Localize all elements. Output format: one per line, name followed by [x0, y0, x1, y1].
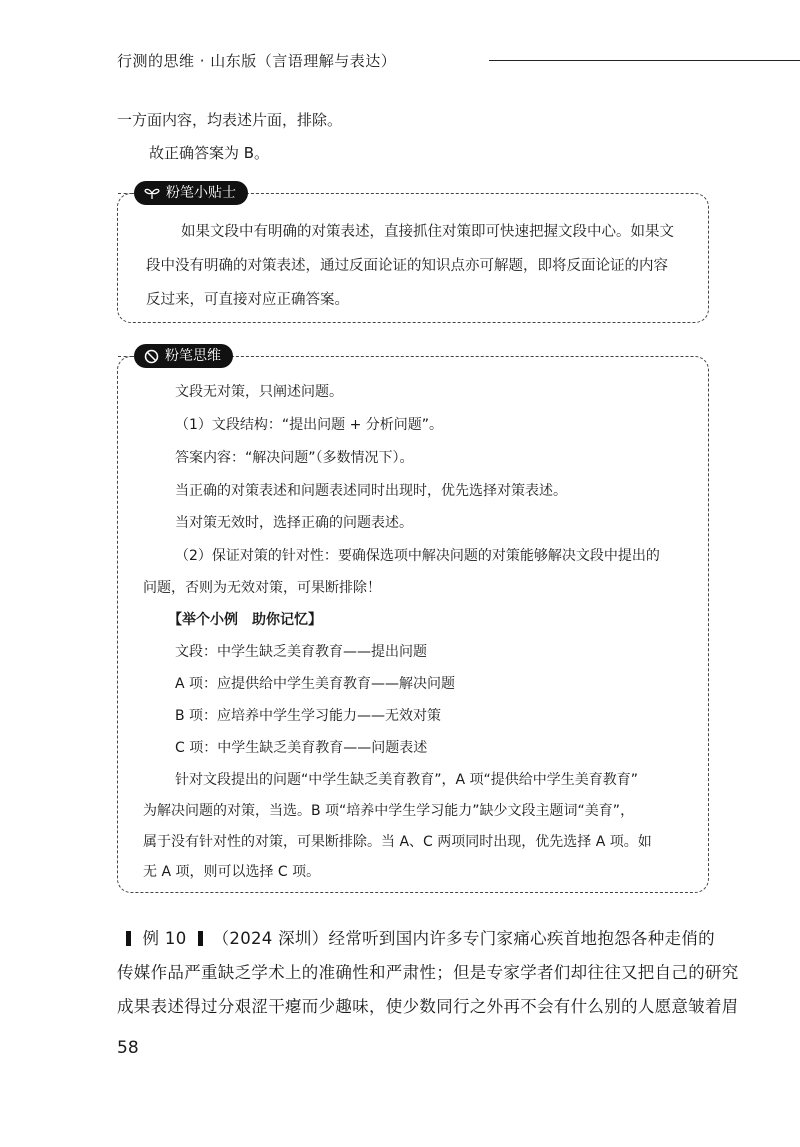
example-line: 成果表述得过分艰涩干瘪而少趣味，使少数同行之外再不会有什么别的人愿意皱着眉 — [117, 997, 739, 1016]
header-title: 行测的思维 · 山东版（言语理解与表达） — [117, 52, 397, 70]
tip-line: 反过来，可直接对应正确答案。 — [146, 292, 349, 308]
no-entry-icon — [144, 349, 159, 364]
thinking-label-text: 粉笔思维 — [165, 348, 221, 364]
thinking-line: 文段无对策，只阐述问题。 — [175, 384, 343, 400]
thinking-line: 属于没有针对性的对策，可果断排除。当 A、C 两项同时出现，优先选择 A 项。如 — [143, 834, 652, 850]
thinking-box-label — [134, 344, 233, 368]
example-marker-right — [198, 931, 203, 946]
thinking-line: 当正确的对策表述和问题表述同时出现时，优先选择对策表述。 — [175, 483, 567, 499]
example-label: 例 10 — [142, 929, 187, 948]
thinking-line: A 项：应提供给中学生美育教育——解决问题 — [175, 676, 456, 692]
example-marker-left — [126, 931, 131, 946]
header-rule — [489, 60, 800, 61]
running-header — [117, 44, 717, 72]
page-number: 58 — [117, 1038, 139, 1058]
tip-line: 如果文段中有明确的对策表述，直接抓住对策即可快速把握文段中心。如果文 — [181, 224, 674, 240]
thinking-line: 针对文段提出的问题“中学生缺乏美育教育”，A 项“提供给中学生美育教育” — [175, 772, 639, 788]
thinking-line: C 项：中学生缺乏美育教育——问题表述 — [175, 740, 428, 756]
continuation-line-1: 一方面内容，均表述片面，排除。 — [117, 111, 343, 129]
thinking-line: 文段：中学生缺乏美育教育——提出问题 — [175, 644, 427, 660]
thinking-line: （1）文段结构：“提出问题 + 分析问题”。 — [175, 417, 444, 433]
thinking-line: 问题，否则为无效对策，可果断排除！ — [143, 580, 381, 596]
example-heading: 【举个小例 助你记忆】 — [168, 612, 322, 628]
example-line: （2024 深圳）经常听到国内许多专门家痛心疾首地抱怨各种走俏的 — [212, 929, 715, 948]
thinking-line: B 项：应培养中学生学习能力——无效对策 — [175, 708, 442, 724]
thinking-line: （2）保证对策的针对性：要确保选项中解决问题的对策能够解决文段中提出的 — [175, 548, 660, 564]
thinking-line: 答案内容：“解决问题”（多数情况下）。 — [175, 450, 414, 466]
thinking-line: 为解决问题的对策，当选。B 项“培养中学生学习能力”缺少文段主题词“美育”， — [143, 803, 635, 819]
tip-box-label — [134, 181, 248, 205]
tip-line: 段中没有明确的对策表述，通过反面论证的知识点亦可解题，即将反面论证的内容 — [146, 258, 668, 274]
sprout-icon — [144, 186, 160, 200]
example-first-line — [126, 925, 715, 949]
continuation-line-2: 故正确答案为 B。 — [149, 144, 270, 162]
example-line: 传媒作品严重缺乏学术上的准确性和严肃性；但是专家学者们却往往又把自己的研究 — [117, 963, 739, 982]
tip-label-text: 粉笔小贴士 — [166, 185, 236, 201]
thinking-line: 无 A 项，则可以选择 C 项。 — [143, 864, 321, 880]
thinking-line: 当对策无效时，选择正确的问题表述。 — [175, 515, 413, 531]
